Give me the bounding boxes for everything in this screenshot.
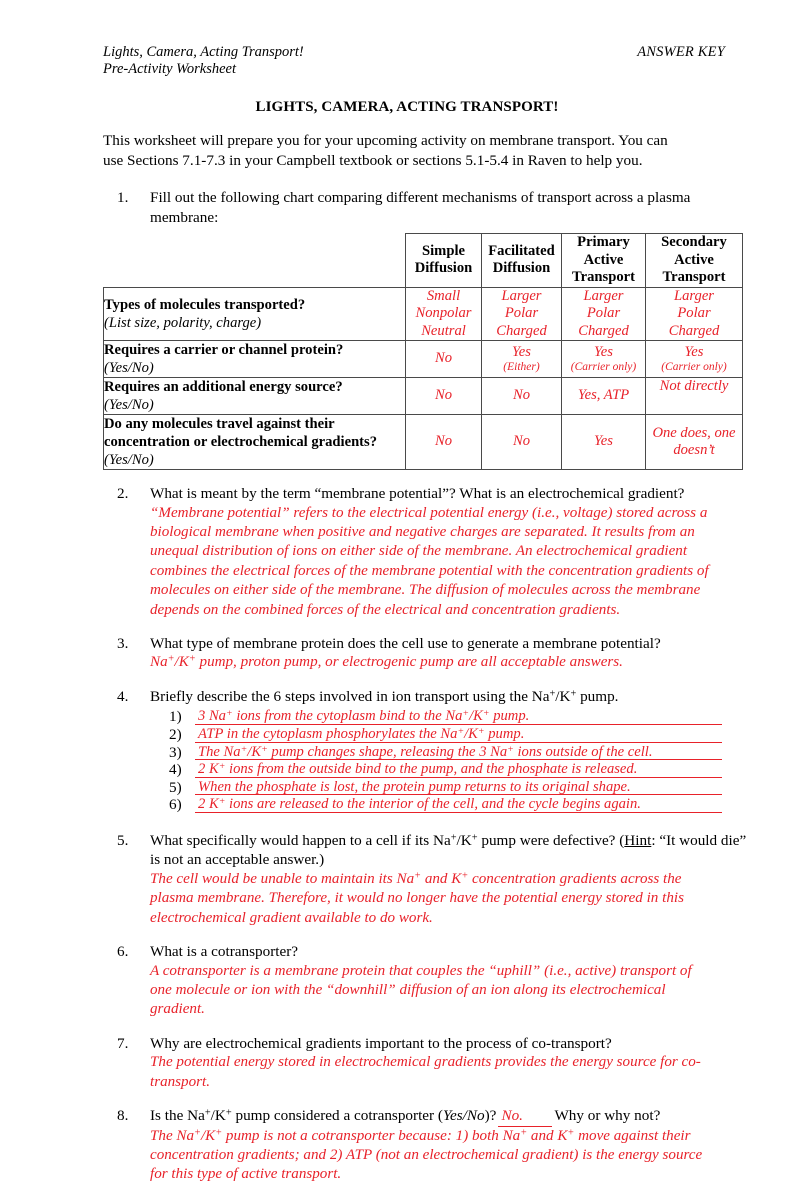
row-label-requires-energy bbox=[104, 378, 406, 415]
question-8-body bbox=[150, 1106, 741, 1185]
q8-prompt-b: pump considered a cotransporter ( bbox=[231, 1107, 443, 1125]
question-8-answer: The Na+/K+ pump is not a cotransporter because: 1) both Na+ and K+ move against their concentration gradients; and 2) ATP (not an electrochemical gradient) is the energy source for this type of active transport. bbox=[150, 1127, 703, 1183]
q8-yesno-label: Yes/No bbox=[442, 1107, 485, 1125]
running-head bbox=[103, 44, 741, 78]
list-item bbox=[150, 795, 741, 813]
question-7-number: 7. bbox=[117, 1034, 129, 1052]
cell-r0-c4 bbox=[646, 287, 743, 341]
question-1 bbox=[117, 188, 741, 227]
column-header-facilitated-diffusion bbox=[482, 234, 562, 288]
header-line: Facilitated bbox=[488, 242, 555, 259]
step-5-number: 5) bbox=[169, 778, 182, 796]
question-3-answer-text: pump, proton pump, or electrogenic pump are all acceptable answers. bbox=[199, 654, 623, 671]
row-label-text: Do any molecules travel against their concentration or electrochemical gradients? bbox=[104, 416, 378, 450]
cell-r1-c3 bbox=[562, 341, 646, 378]
header-line: Transport bbox=[572, 269, 635, 285]
question-4-steps bbox=[150, 707, 741, 813]
question-2-prompt: What is meant by the term “membrane potential”? What is an electrochemical gradient? bbox=[150, 485, 685, 502]
cell-line: Larger bbox=[583, 287, 624, 304]
question-1-prompt: Fill out the following chart comparing different mechanisms of transport across a plasma membrane: bbox=[150, 189, 691, 226]
question-5-number: 5. bbox=[117, 831, 129, 849]
question-5 bbox=[117, 831, 747, 928]
intro-paragraph: This worksheet will prepare you for your upcoming activity on membrane transport. You can use Sections 7.1-7.3 in your Campbell textbook or sections 5.1-5.4 in Raven to help you. bbox=[103, 132, 668, 169]
step-5-answer[interactable]: When the phosphate is lost, the protein pump returns to its original shape. bbox=[195, 778, 722, 796]
header-line: Diffusion bbox=[414, 260, 473, 277]
question-5-body bbox=[150, 831, 750, 928]
table-header-row bbox=[104, 234, 743, 288]
table-row bbox=[104, 287, 743, 341]
question-4 bbox=[117, 687, 741, 813]
question-7-answer: The potential energy stored in electrochemical gradients provides the energy source for co-transport. bbox=[150, 1054, 701, 1090]
cell-note: (Either) bbox=[503, 361, 540, 374]
list-item bbox=[150, 725, 741, 743]
table-row bbox=[104, 378, 743, 415]
column-header-primary-active-transport bbox=[562, 234, 646, 288]
cell-r0-c1 bbox=[406, 287, 482, 341]
question-3-body bbox=[150, 634, 741, 673]
step-4-answer[interactable]: 2 K+ ions from the outside bind to the pump, and the phosphate is released. bbox=[195, 760, 722, 778]
row-sublabel-text: (Yes/No) bbox=[104, 360, 154, 376]
cell-line: Yes bbox=[512, 343, 531, 360]
question-8 bbox=[117, 1106, 741, 1185]
row-sublabel-text: (Yes/No) bbox=[104, 452, 154, 468]
q8-prompt-a: Is the Na bbox=[150, 1107, 205, 1125]
cell-line: Yes bbox=[594, 433, 613, 450]
list-item bbox=[150, 778, 741, 796]
cell-line: No bbox=[512, 433, 531, 450]
question-7-body bbox=[150, 1034, 741, 1092]
question-2-body bbox=[150, 484, 741, 620]
list-item bbox=[150, 760, 741, 778]
step-2-number: 2) bbox=[169, 725, 182, 743]
hint-label: Hint bbox=[624, 831, 652, 849]
question-6-number: 6. bbox=[117, 943, 129, 961]
header-line: Active bbox=[583, 251, 624, 268]
question-3-number: 3. bbox=[117, 634, 129, 652]
cell-line: Larger bbox=[673, 287, 714, 304]
row-label-text: Requires an additional energy source? bbox=[104, 379, 343, 395]
cell-r3-c3 bbox=[562, 415, 646, 470]
cell-r1-c2 bbox=[482, 341, 562, 378]
cell-line: No bbox=[434, 387, 453, 404]
question-3 bbox=[117, 634, 741, 673]
question-7 bbox=[117, 1034, 741, 1092]
question-6 bbox=[117, 942, 741, 1020]
cell-line: Charged bbox=[578, 322, 629, 339]
cell-r2-c4 bbox=[646, 378, 743, 415]
column-header-simple-diffusion bbox=[406, 234, 482, 288]
question-6-answer: A cotransporter is a membrane protein that couples the “uphill” (i.e., active) transport of one molecule or ion with the “downhill” diffusion of an ion along its electrochemical gradient. bbox=[150, 962, 692, 1018]
cell-line: Polar bbox=[677, 305, 711, 321]
header-line: Active bbox=[674, 251, 714, 268]
question-2 bbox=[117, 484, 741, 620]
cell-line: Small bbox=[426, 287, 461, 304]
cell-line: Yes bbox=[684, 343, 704, 360]
question-2-number: 2. bbox=[117, 485, 129, 502]
q5-prompt-c: : “It would die” is not an acceptable answer.) bbox=[150, 831, 747, 869]
cell-line: Polar bbox=[504, 305, 539, 321]
list-item bbox=[150, 743, 741, 761]
cell-r3-c2 bbox=[482, 415, 562, 470]
row-label-text: Types of molecules transported? bbox=[104, 296, 306, 313]
header-line: Transport bbox=[662, 269, 726, 285]
question-3-answer: Na+/K+ pump, proton pump, or electrogenic pump are all acceptable answers. bbox=[150, 654, 623, 671]
q8-prompt-c: )? bbox=[484, 1107, 497, 1125]
q5-prompt-a: What specifically would happen to a cell if its Na bbox=[150, 831, 451, 849]
q4-prompt-post: pump. bbox=[576, 687, 619, 705]
cell-line: One does, one doesn’t bbox=[652, 424, 736, 458]
table-row bbox=[104, 415, 743, 470]
cell-line: No bbox=[434, 350, 453, 367]
cell-r2-c2 bbox=[482, 378, 562, 415]
question-5-answer: The cell would be unable to maintain its Na+ and K+ concentration gradients across the plasma membrane. Therefore, it would no longer have the potential energy stored in this electrochemical gradient available to do work. bbox=[150, 870, 684, 926]
cell-line: No bbox=[512, 387, 531, 404]
page-title: LIGHTS, CAMERA, ACTING TRANSPORT! bbox=[255, 99, 559, 115]
question-8-number: 8. bbox=[117, 1107, 129, 1125]
running-head-left bbox=[103, 44, 304, 78]
column-header-secondary-active-transport bbox=[646, 234, 743, 288]
header-line: Secondary bbox=[661, 234, 727, 250]
step-6-number: 6) bbox=[169, 796, 182, 814]
question-4-prompt: Briefly describe the 6 steps involved in ion transport using the Na+/K+ pump. bbox=[150, 687, 619, 705]
step-6-answer[interactable]: 2 K+ ions are released to the interior of the cell, and the cycle begins again. bbox=[195, 795, 722, 813]
cell-line: Larger bbox=[501, 287, 542, 304]
table-row bbox=[104, 341, 743, 378]
question-4-body bbox=[150, 687, 741, 813]
question-8-prompt: Is the Na+/K+ pump considered a cotransporter (Yes/No)? No. Why or why not? bbox=[150, 1106, 741, 1127]
row-label-against-gradient bbox=[104, 415, 406, 470]
transport-comparison-table bbox=[103, 233, 743, 470]
cell-r3-c1 bbox=[406, 415, 482, 470]
cell-line: Charged bbox=[668, 322, 720, 339]
step-2-answer[interactable]: ATP in the cytoplasm phosphorylates the Na+/K+ pump. bbox=[195, 725, 722, 743]
cell-line: Neutral bbox=[421, 322, 466, 339]
question-2-answer: “Membrane potential” refers to the electrical potential energy (i.e., voltage) stored across a biological membrane when positive and negative charges are separated. It results from an unequal distribution of ions on either side of the membrane. An electrochemical gradient combines the electrical forces of the membrane potential with the concentration gradients of molecules on either side of the membrane. The diffusion of molecules across the membrane depends on the combined forces of the electrical and concentration gradients. bbox=[150, 504, 709, 618]
q5-prompt-b: pump were defective? ( bbox=[477, 831, 625, 849]
cell-r1-c1 bbox=[406, 341, 482, 378]
cell-r2-c3 bbox=[562, 378, 646, 415]
question-6-prompt: What is a cotransporter? bbox=[150, 943, 299, 961]
question-3-prompt: What type of membrane protein does the cell use to generate a membrane potential? bbox=[150, 634, 661, 652]
header-line: Diffusion bbox=[492, 260, 551, 277]
cell-r0-c3 bbox=[562, 287, 646, 341]
question-5-prompt: What specifically would happen to a cell if its Na+/K+ pump were defective? (Hint: “It would die” is not an acceptable answer.) bbox=[150, 831, 747, 869]
cell-line: Charged bbox=[496, 322, 547, 339]
question-7-prompt: Why are electrochemical gradients important to the process of co-transport? bbox=[150, 1034, 612, 1052]
question-1-number: 1. bbox=[117, 189, 129, 206]
cell-r0-c2 bbox=[482, 287, 562, 341]
row-label-text: Requires a carrier or channel protein? bbox=[104, 342, 344, 358]
running-head-title: Lights, Camera, Acting Transport! bbox=[103, 44, 304, 60]
answer-key-label: ANSWER KEY bbox=[637, 44, 725, 60]
step-1-answer[interactable]: 3 Na+ ions from the cytoplasm bind to the Na+/K+ pump. bbox=[195, 707, 722, 725]
question-4-number: 4. bbox=[117, 687, 129, 705]
cell-r3-c4 bbox=[646, 415, 743, 470]
q8-blank-answer[interactable]: No. bbox=[498, 1106, 552, 1127]
cell-line: Not directly bbox=[659, 378, 729, 394]
step-4-number: 4) bbox=[169, 761, 182, 779]
step-3-number: 3) bbox=[169, 743, 182, 761]
row-label-requires-carrier bbox=[104, 341, 406, 378]
list-item bbox=[150, 707, 741, 725]
cell-line: No bbox=[434, 433, 453, 450]
cell-line: Nonpolar bbox=[415, 305, 472, 321]
cell-note: (Carrier only) bbox=[570, 361, 637, 374]
row-sublabel-text: (Yes/No) bbox=[104, 397, 154, 413]
cell-r2-c1 bbox=[406, 378, 482, 415]
header-line: Simple bbox=[422, 242, 465, 259]
header-line: Primary bbox=[577, 234, 630, 250]
cell-line: Yes, ATP bbox=[577, 387, 630, 404]
row-label-types-of-molecules bbox=[104, 287, 406, 341]
row-sublabel-text: (List size, polarity, charge) bbox=[104, 314, 262, 331]
cell-note: (Carrier only) bbox=[661, 361, 727, 374]
cell-line: Yes bbox=[594, 343, 613, 360]
step-1-number: 1) bbox=[169, 708, 182, 726]
running-head-subtitle: Pre-Activity Worksheet bbox=[103, 61, 236, 77]
q4-prompt-pre: Briefly describe the 6 steps involved in ion transport using the Na bbox=[150, 687, 550, 705]
step-3-answer[interactable]: The Na+/K+ pump changes shape, releasing the 3 Na+ ions outside of the cell. bbox=[195, 743, 722, 761]
cell-line: Polar bbox=[586, 305, 621, 321]
q8-prompt-d: Why or why not? bbox=[554, 1107, 661, 1125]
question-6-body bbox=[150, 942, 741, 1020]
table-corner-cell bbox=[104, 234, 406, 288]
cell-r1-c4 bbox=[646, 341, 743, 378]
